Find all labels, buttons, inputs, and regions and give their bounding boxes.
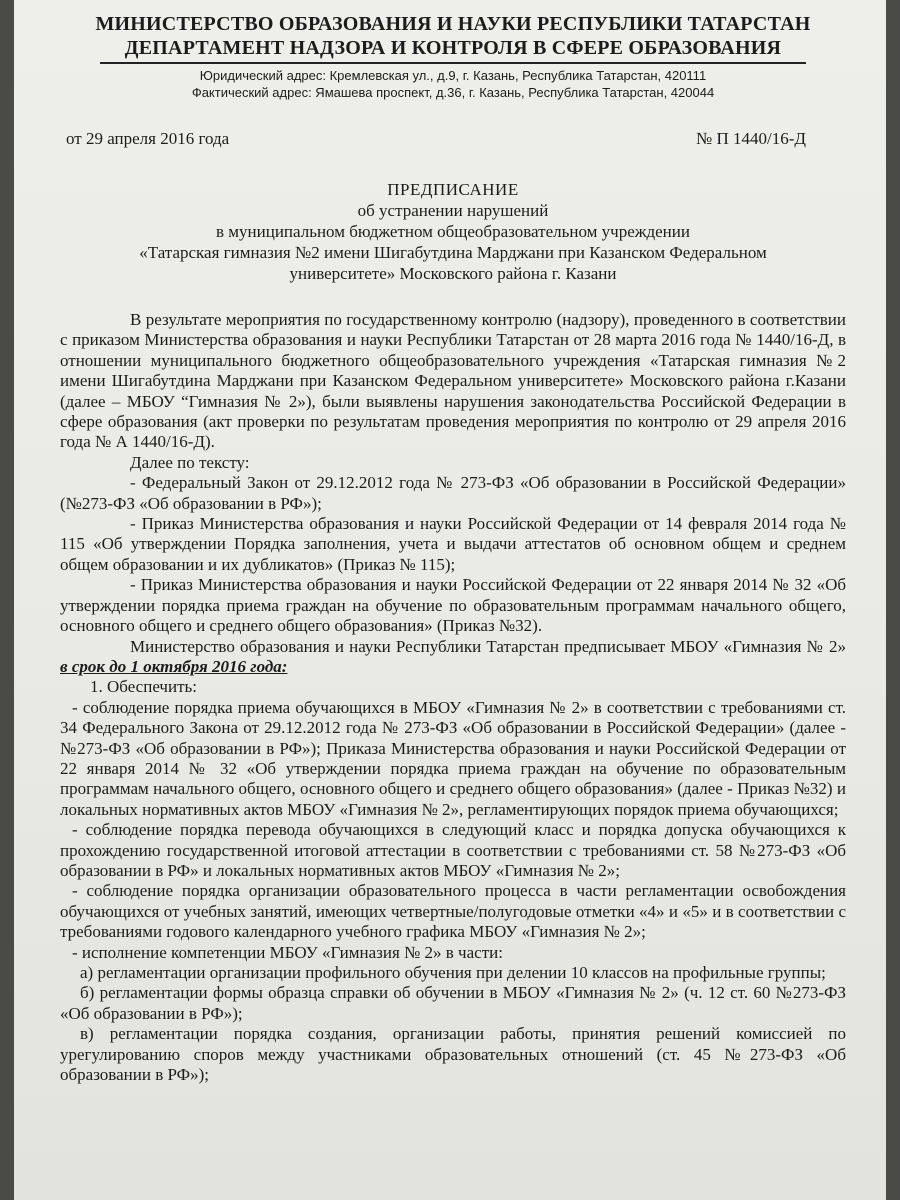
paragraph-prescription bbox=[60, 637, 846, 678]
list-number-item: 1. Обеспечить: bbox=[90, 677, 197, 697]
department-title: ДЕПАРТАМЕНТ НАДЗОРА И КОНТРОЛЯ В СФЕРЕ ОБРАЗОВАНИЯ bbox=[124, 37, 782, 59]
sub-item: а) регламентации организации профильного обучения при делении 10 классов на профильные группы; bbox=[80, 963, 826, 982]
requirement-item: - соблюдение порядка организации образовательного процесса в части регламентации освобождения обучающихся от учебных занятий, имеющих четвертные/полугодовые отметки «4» и «5» и в соответствии с требованиями годового календарного учебного графика МБОУ «Гимназия № 2»; bbox=[60, 881, 846, 942]
document-type: ПРЕДПИСАНИЕ bbox=[387, 180, 519, 199]
definition-item: - Приказ Министерства образования и науки Российской Федерации от 14 февраля 2014 года № 115 «Об утверждении Порядка заполнения, учета и выдачи аттестатов об основном общем и среднем общем образовании и их дубликатов» (Приказ № 115); bbox=[60, 514, 846, 574]
sub-item: б) регламентации формы образца справки об обучении в МБОУ «Гимназия № 2» (ч. 12 ст. 60 №273-ФЗ «Об образовании в РФ»); bbox=[60, 983, 846, 1023]
prescription-text: Министерство образования и науки Республики Татарстан предписывает МБОУ «Гимназия № 2» bbox=[130, 636, 846, 656]
sub-item: в) регламентации порядка создания, организации работы, принятия решений комиссией по урегулированию споров между участниками образовательных отношений (ст. 45 №273-ФЗ «Об образовании в РФ»); bbox=[60, 1024, 846, 1085]
subtitle-line: об устранении нарушений bbox=[357, 201, 549, 220]
document-date: от 29 апреля 2016 года bbox=[66, 129, 230, 148]
ministry-title: МИНИСТЕРСТВО ОБРАЗОВАНИЯ И НАУКИ РЕСПУБЛИКИ ТАТАРСТАН bbox=[95, 13, 811, 35]
requirement-item: - исполнение компетенции МБОУ «Гимназия № 2» в части: bbox=[72, 942, 503, 962]
paragraph-definitions: Далее по тексту: bbox=[130, 452, 250, 472]
document-number: № П 1440/16-Д bbox=[696, 129, 806, 148]
document-body bbox=[60, 310, 846, 1085]
definition-item: - Приказ Министерства образования и науки Российской Федерации от 22 января 2014 № 32 «Об утверждении порядка приема граждан на обучение по образовательным программам начального общего, основного общего и среднего общего образования» (Приказ №32). bbox=[60, 575, 846, 636]
subtitle-line: университете» Московского района г. Казани bbox=[289, 264, 617, 283]
definition-item: - Федеральный Закон от 29.12.2012 года № 273-ФЗ «Об образовании в Российской Федерации» (№273-ФЗ «Об образовании в РФ»); bbox=[60, 473, 846, 513]
requirement-item: - соблюдение порядка приема обучающихся в МБОУ «Гимназия № 2» в соответствии с требованиями ст. 34 Федерального Закона от 29.12.2012 года № 273-ФЗ «Об образовании в Российской Федерации» (далее - №273-ФЗ «Об образовании в РФ»); Приказа Министерства образования и науки Российской Федерации от 22 января 2014 № 32 «Об утверждении порядка приема граждан на обучение по образовательным программам начального общего, основного общего и среднего общего образования» (далее - Приказ №32) и локальных нормативных актов МБОУ «Гимназия № 2», регламентирующих порядок приема обучающихся; bbox=[60, 697, 846, 819]
paragraph-intro: В результате мероприятия по государственному контролю (надзору), проведенного в соответствии с приказом Министерства образования и науки Республики Татарстан от 28 марта 2016 года № 1440/16-Д, в отношении муниципального бюджетного общеобразовательного учреждения «Татарская гимназия №2 имени Шигабутдина Марджани при Казанском Федеральном университете» Московского района г.Казани (далее – МБОУ “Гимназия № 2»), были выявлены нарушения законодательства Российской Федерации в сфере образования (акт проверки по результатам проведения мероприятия по контролю от 29 апреля 2016 года № А 1440/16-Д). bbox=[60, 310, 846, 452]
document-subtitle bbox=[60, 200, 846, 284]
actual-address: Фактический адрес: Ямашева проспект, д.36, г. Казань, Республика Татарстан, 420044 bbox=[191, 85, 715, 100]
legal-address: Юридический адрес: Кремлевская ул., д.9, г. Казань, Республика Татарстан, 420111 bbox=[199, 68, 707, 83]
subtitle-line: в муниципальном бюджетном общеобразовательном учреждении bbox=[216, 222, 690, 241]
document-meta bbox=[60, 129, 846, 149]
subtitle-line: «Татарская гимназия №2 имени Шигабутдина Марджани при Казанском Федеральном bbox=[139, 243, 767, 262]
header-divider bbox=[100, 62, 806, 64]
requirement-item: - соблюдение порядка перевода обучающихся в следующий класс и порядка допуска обучающихся к прохождению государственной итоговой аттестации в соответствии с требованиями ст. 58 №273-ФЗ «Об образовании в РФ» и локальных нормативных актов МБОУ «Гимназия № 2»; bbox=[60, 820, 846, 880]
deadline-text: в срок до 1 октября 2016 года: bbox=[60, 656, 288, 676]
document-page bbox=[14, 0, 886, 1200]
